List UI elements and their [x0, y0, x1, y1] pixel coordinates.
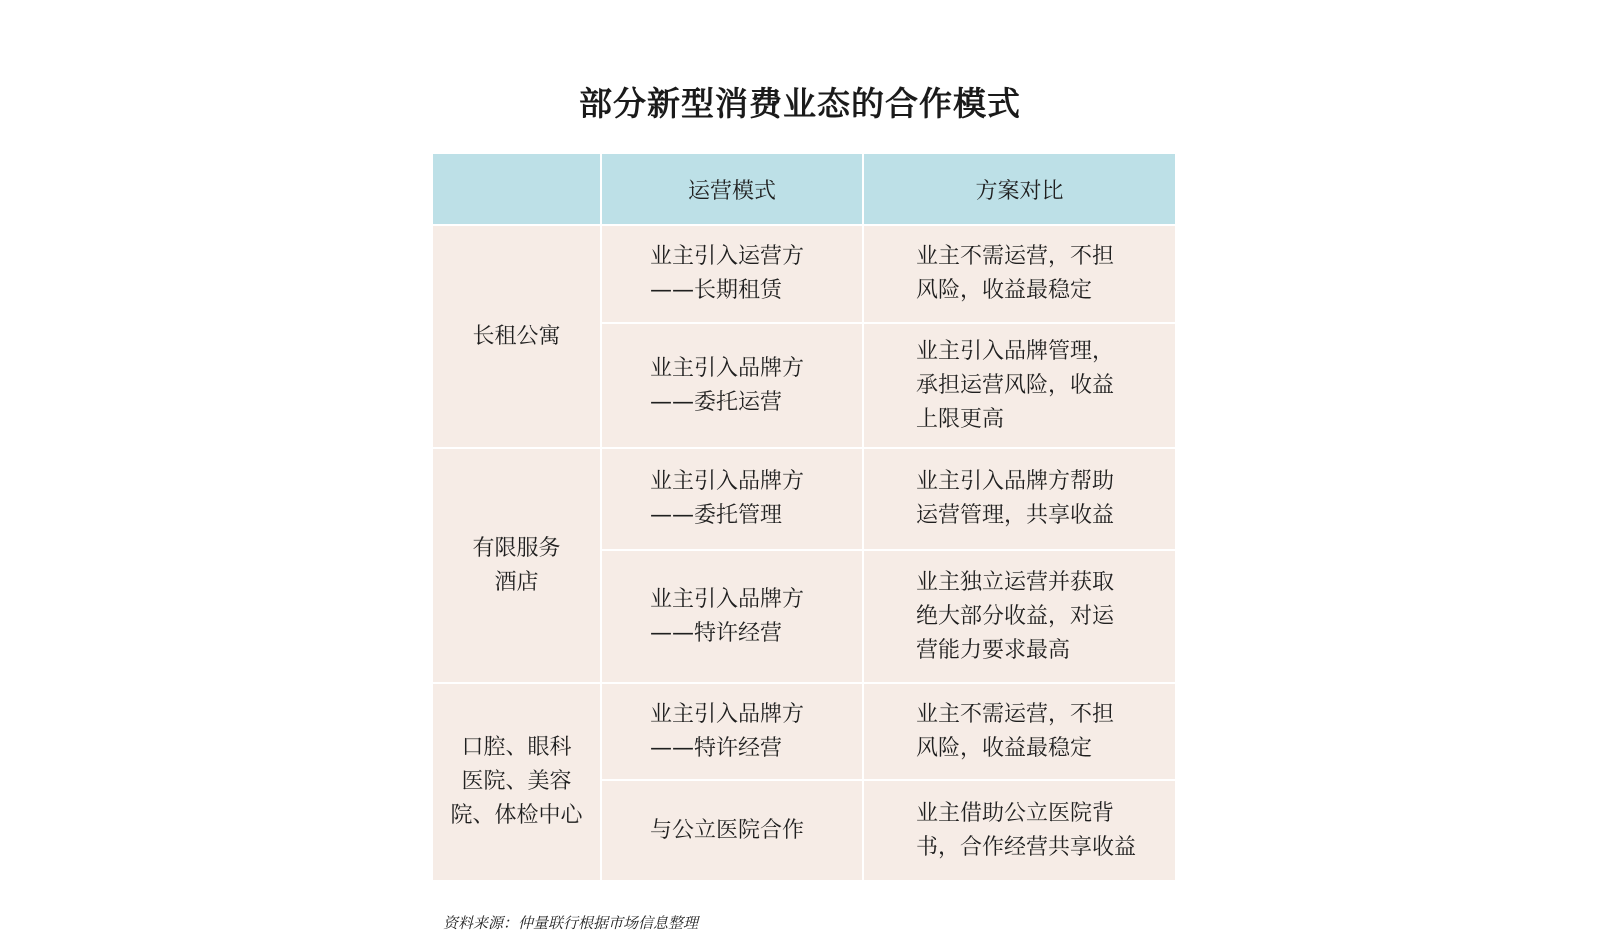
- category-label: 长租公寓: [472, 323, 561, 349]
- operation-mode-cell: [601, 780, 863, 880]
- operation-mode-cell: [601, 683, 863, 780]
- category-cell-medical-beauty: [433, 683, 601, 880]
- operation-mode-label: 业主引入品牌方 ——特许经营: [650, 586, 805, 646]
- comparison-cell: [863, 550, 1175, 683]
- comparison-cell: [863, 225, 1175, 323]
- table-row: [433, 448, 1175, 550]
- operation-mode-label: 业主引入运营方 ——长期租赁: [650, 244, 805, 303]
- comparison-cell: [863, 448, 1175, 550]
- category-cell-limited-service-hotel: [433, 448, 601, 683]
- category-cell-long-term-apartment: [433, 225, 601, 448]
- table-header-row: [433, 154, 1175, 225]
- cooperation-mode-table: [433, 154, 1175, 880]
- operation-mode-label: 业主引入品牌方 ——委托运营: [650, 355, 805, 415]
- header-category: [433, 154, 601, 225]
- category-label: 口腔、眼科 医院、美容 院、体检中心: [450, 735, 583, 828]
- header-comparison: 方案对比: [863, 154, 1175, 225]
- page-title: 部分新型消费业态的合作模式: [579, 84, 1021, 123]
- comparison-cell: [863, 780, 1175, 880]
- comparison-label: 业主独立运营并获取 绝大部分收益，对运 营能力要求最高: [916, 569, 1115, 663]
- category-label: 有限服务 酒店: [472, 535, 561, 595]
- header-operation-mode: 运营模式: [601, 154, 863, 225]
- comparison-cell: [863, 323, 1175, 448]
- operation-mode-label: 业主引入品牌方 ——特许经营: [650, 701, 805, 761]
- comparison-label: 业主引入品牌管理， 承担运营风险，收益 上限更高: [916, 338, 1115, 432]
- comparison-label: 业主不需运营，不担 风险，收益最稳定: [916, 244, 1115, 303]
- operation-mode-cell: [601, 225, 863, 323]
- table-row: [433, 225, 1175, 323]
- operation-mode-cell: [601, 550, 863, 683]
- operation-mode-label: 与公立医院合作: [650, 817, 805, 843]
- source-note: 资料来源：仲量联行根据市场信息整理: [443, 914, 699, 932]
- table-row: [433, 683, 1175, 780]
- operation-mode-cell: [601, 323, 863, 448]
- comparison-label: 业主引入品牌方帮助 运营管理，共享收益: [916, 469, 1115, 528]
- operation-mode-cell: [601, 448, 863, 550]
- comparison-label: 业主借助公立医院背 书，合作经营共享收益: [916, 800, 1137, 860]
- operation-mode-label: 业主引入品牌方 ——委托管理: [650, 469, 805, 528]
- comparison-cell: [863, 683, 1175, 780]
- comparison-label: 业主不需运营，不担 风险，收益最稳定: [916, 701, 1115, 761]
